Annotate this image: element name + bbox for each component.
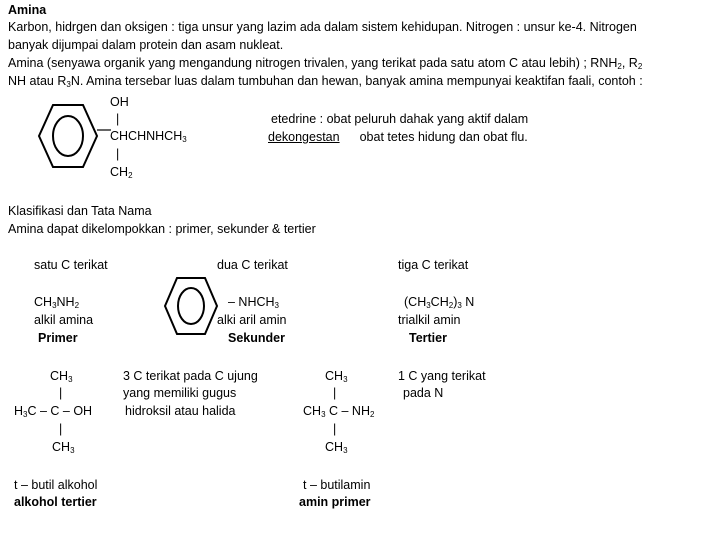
tertiary-label: Tertier — [409, 331, 447, 345]
alcohol-note-1: 3 C terikat pada C ujung — [123, 369, 258, 383]
intro-line-3: Amina (senyawa organik yang mengandung nitrogen trivalen, yang terikat pada satu atom C atau lebih) ; $RNH_2$, $R_2$ — [8, 56, 643, 71]
intro-line-4: NH atau $R_3N$. Amina tersebar luas dalam tumbuhan dan hewan, banyak amina mempunyai keaktifan faali, contoh : — [8, 74, 643, 89]
amine-ch3-bottom: $CH_3$ — [325, 440, 348, 455]
classification-heading: Klasifikasi dan Tata Nama — [8, 204, 152, 218]
benzene-ring-icon — [163, 276, 219, 336]
ephedrine-oh: OH — [110, 95, 129, 109]
classification-subheading: Amina dapat dikelompokkan : primer, sekunder & tertier — [8, 222, 316, 236]
benzene-ring-icon — [37, 103, 99, 169]
amine-bond-bottom: | — [333, 422, 337, 436]
amine-name: t – butilamin — [303, 478, 371, 492]
alcohol-bond-bottom: | — [59, 422, 63, 436]
alcohol-bond-top: | — [59, 386, 63, 400]
amine-type: amin primer — [299, 495, 371, 509]
ephedrine-name: etedrine : obat peluruh dahak yang aktif dalam — [271, 112, 529, 126]
intro-line-1: Karbon, hidrgen dan oksigen : tiga unsur yang lazim ada dalam sistem kehidupan. Nitrogen : unsur ke-4. Nitrogen — [8, 20, 637, 34]
ephedrine-bond-bottom: | — [116, 147, 120, 161]
alcohol-main-chain: $H_3C$ – C – OH — [14, 404, 93, 419]
amine-main-chain: $CH_3$ C – $NH_2$ — [303, 404, 375, 419]
primary-label: Primer — [38, 331, 78, 345]
ephedrine-chain: $CHCHNHCH_3$ — [110, 129, 187, 144]
alcohol-type: alkohol tertier — [14, 495, 97, 509]
tertiary-header: tiga C terikat — [398, 258, 469, 272]
secondary-desc: alki aril amin — [217, 313, 287, 327]
alcohol-name: t – butil alkohol — [14, 478, 98, 492]
primary-desc: alkil amina — [34, 313, 94, 327]
amine-ch3-top: $CH_3$ — [325, 369, 348, 384]
ephedrine-bond-top: | — [116, 112, 120, 126]
ephedrine-ch2: $CH_2$ — [110, 165, 133, 180]
alcohol-note-2: yang memiliki gugus — [123, 386, 237, 400]
secondary-label: Sekunder — [228, 331, 285, 345]
ephedrine-use: dekongestan obat tetes hidung dan obat flu. — [268, 130, 528, 144]
amine-note-1: 1 C yang terikat — [398, 369, 486, 383]
tertiary-formula: $(CH_3CH_2)_3$ N — [404, 295, 475, 310]
amine-note-2: pada N — [403, 386, 444, 400]
bond-line — [97, 128, 111, 132]
secondary-formula: – $NHCH_3$ — [228, 295, 279, 310]
intro-line-2: banyak dijumpai dalam protein dan asam nukleat. — [8, 38, 284, 52]
secondary-header: dua C terikat — [217, 258, 288, 272]
alcohol-note-3: hidroksil atau halida — [125, 404, 236, 418]
title: Amina — [8, 3, 47, 17]
amine-bond-top: | — [333, 386, 337, 400]
primary-header: satu C terikat — [34, 258, 108, 272]
alcohol-ch3-top: $CH_3$ — [50, 369, 73, 384]
primary-formula: $CH_3NH_2$ — [34, 295, 80, 310]
alcohol-ch3-bottom: $CH_3$ — [52, 440, 75, 455]
tertiary-desc: trialkil amin — [398, 313, 461, 327]
